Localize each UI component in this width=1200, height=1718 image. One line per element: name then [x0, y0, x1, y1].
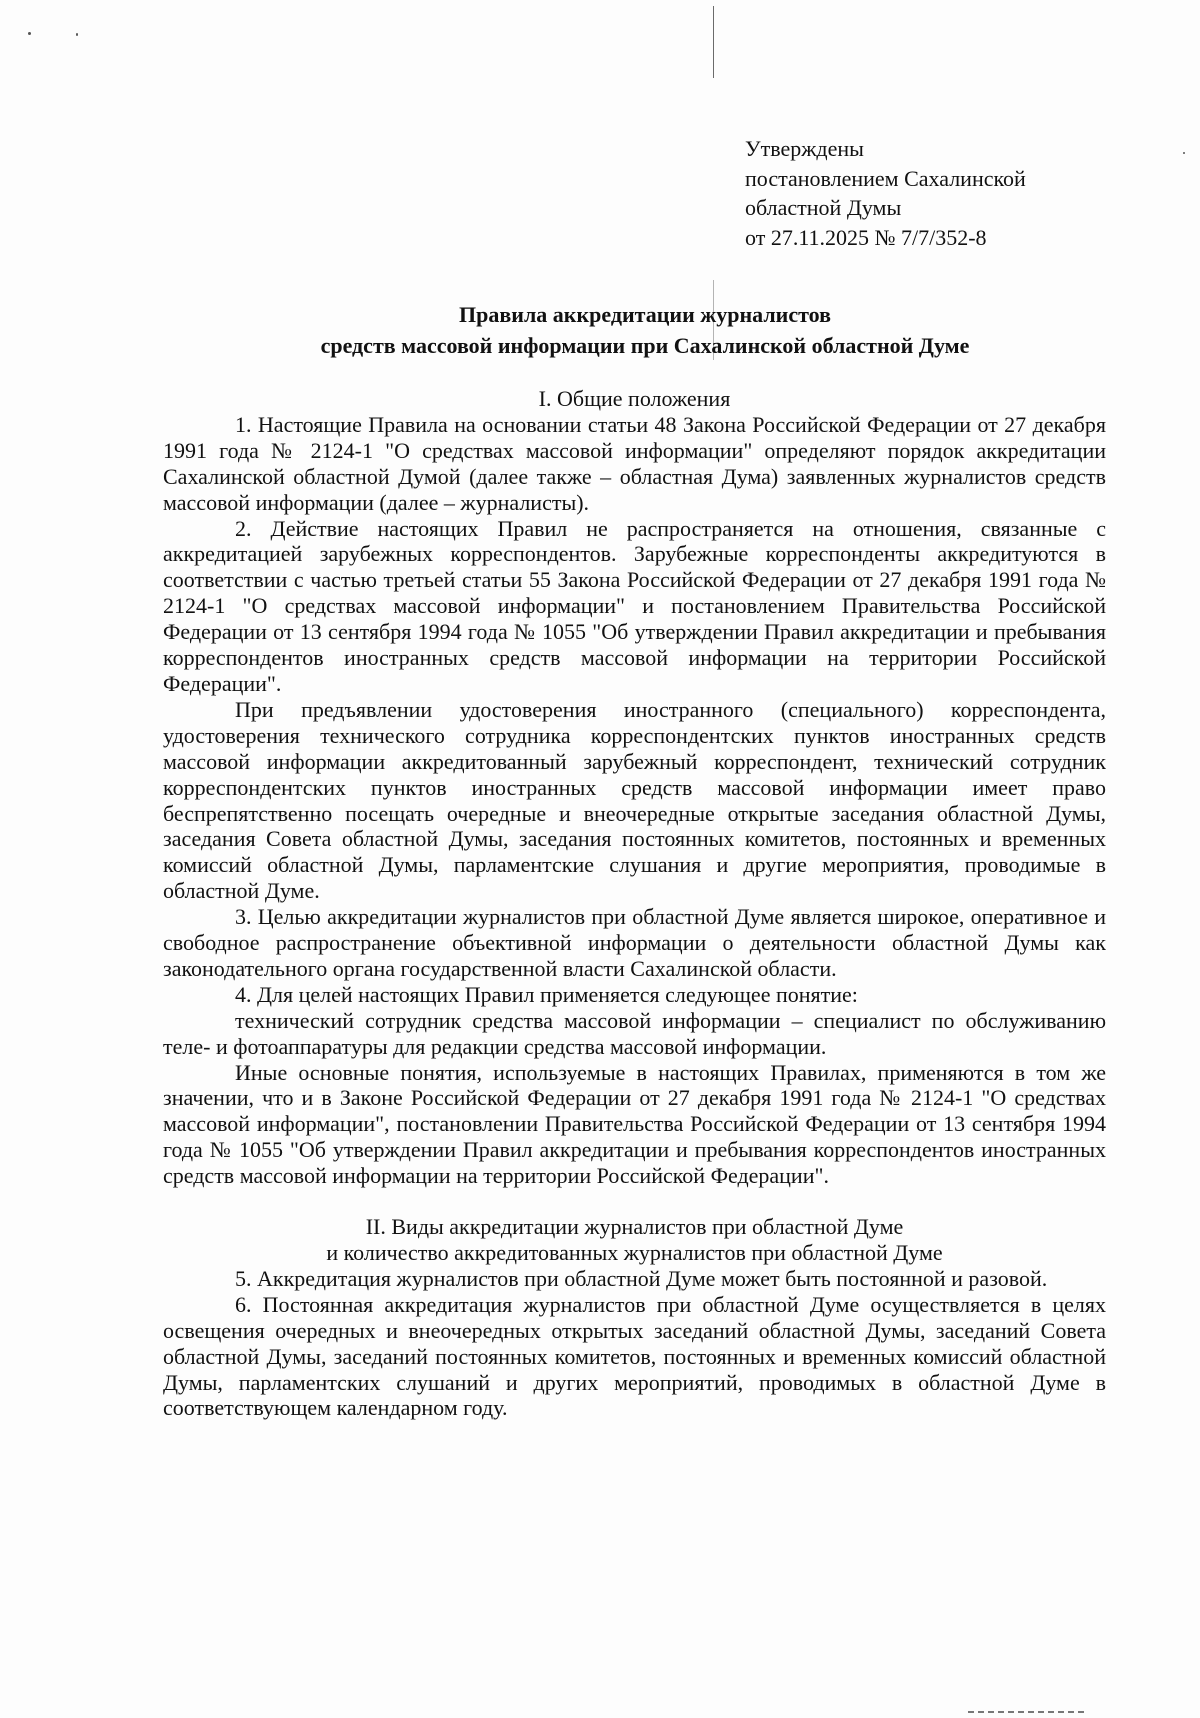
paragraph: 3. Целью аккредитации журналистов при областной Думе является широкое, оперативное и свободное распространение объективной информации о деятельности областной Думы как законодательного органа государственной власти Сахалинской области.	[163, 904, 1106, 981]
document-title	[160, 299, 1130, 361]
scan-speck	[76, 33, 78, 36]
paragraph: 1. Настоящие Правила на основании статьи 48 Закона Российской Федерации от 27 декабря 1991 года № 2124-1 "О средствах массовой информации" определяют порядок аккредитации Сахалинской областной Думой (далее также – областная Дума) заявленных журналистов средств массовой информации (далее – журналисты).	[163, 411, 1106, 515]
document-body	[163, 386, 1106, 1421]
paragraph: 5. Аккредитация журналистов при областной Думе может быть постоянной и разовой.	[235, 1265, 1048, 1291]
approval-line: постановлением Сахалинской	[745, 165, 1026, 191]
paragraph: 2. Действие настоящих Правил не распространяется на отношения, связанные с аккредитацией зарубежных корреспондентов. Зарубежные корреспонденты аккредитуются в соответствии с частью третьей статьи 55 Закона Российской Федерации от 27 декабря 1991 года № 2124-1 "О средствах массовой информации" и постановлением Правительства Российской Федерации от 13 сентября 1994 года № 1055 "Об утверждении Правил аккредитации и пребывания корреспондентов иностранных средств массовой информации на территории Российской Федерации".	[163, 515, 1106, 696]
paragraph: При предъявлении удостоверения иностранного (специального) корреспондента, удостоверения технического сотрудника корреспондентских пунктов иностранных средств массовой информации аккредитованный зарубежный корреспондент, технический сотрудник корреспондентских пунктов иностранных средств массовой информации имеет право беспрепятственно посещать очередные и внеочередные открытые заседания областной Думы, заседания Совета областной Думы, заседания постоянных комитетов, постоянных и временных комиссий областной Думы, парламентские слушания и другие мероприятия, проводимые в областной Думе.	[163, 696, 1106, 904]
paragraph: технический сотрудник средства массовой информации – специалист по обслуживанию теле- и фотоаппаратуры для редакции средства массовой информации.	[163, 1007, 1106, 1059]
approval-stamp	[745, 134, 1026, 252]
paragraph: 6. Постоянная аккредитация журналистов при областной Думе осуществляется в целях освещения очередных и внеочередных открытых заседаний областной Думы, заседаний Совета областной Думы, заседаний постоянных комитетов, постоянных и временных комиссий областной Думы, парламентских слушаний и других мероприятий, проводимых в областной Думе в соответствующем календарном году.	[163, 1291, 1106, 1421]
title-line: средств массовой информации при Сахалинской областной Думе	[320, 333, 970, 358]
approval-line: Утверждены	[745, 136, 864, 161]
section-heading: II. Виды аккредитации журналистов при областной Думе	[365, 1214, 904, 1240]
section-heading: и количество аккредитованных журналистов при областной Думе	[326, 1240, 943, 1265]
paragraph: 4. Для целей настоящих Правил применяется следующее понятие:	[235, 981, 858, 1007]
scan-fold-line	[713, 6, 714, 78]
paragraph: Иные основные понятия, используемые в настоящих Правилах, применяются в том же значении, что и в Законе Российской Федерации от 27 декабря 1991 года № 2124-1 "О средствах массовой информации", постановлении Правительства Российской Федерации от 13 сентября 1994 года № 1055 "Об утверждении Правил аккредитации и пребывания корреспондентов иностранных средств массовой информации на территории Российской Федерации".	[163, 1059, 1106, 1189]
approval-line: областной Думы	[745, 195, 902, 220]
scan-speck	[1183, 152, 1185, 154]
approval-date-number: от 27.11.2025 № 7/7/352-8	[745, 224, 987, 250]
section-heading: I. Общие положения	[538, 386, 731, 411]
title-line: Правила аккредитации журналистов	[459, 302, 831, 327]
scan-bottom-edge	[968, 1711, 1088, 1713]
scan-speck	[28, 32, 31, 35]
